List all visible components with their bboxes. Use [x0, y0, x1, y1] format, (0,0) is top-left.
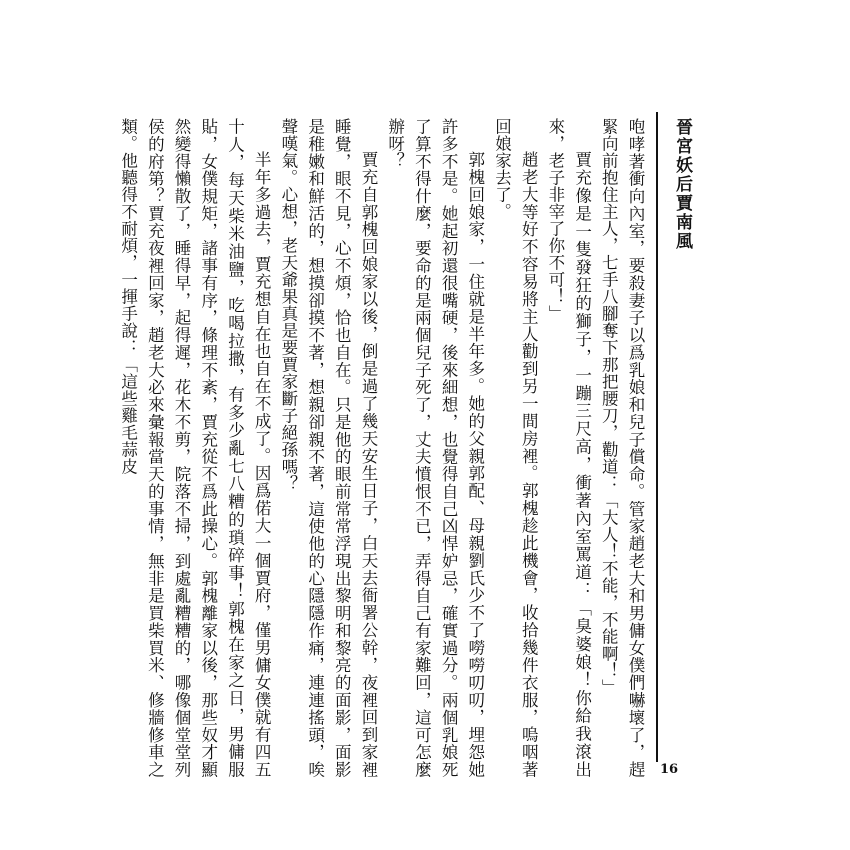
paragraph-4: 郭槐回娘家，一住就是半年多。她的父親郭配、母親劉氏少不了嘮嘮叨叨，埋怨她許多不是。她起初還很嘴硬，後來細想，也覺得自己凶悍妒忌，確實過分。兩個乳娘死了算不得什麼，要命的是兩個兒子死了，丈夫憤恨不已，弄得自己有家難回，這可怎麼辦呀？: [385, 118, 485, 778]
running-header-title: 晉宮妖后賈南風: [672, 118, 692, 251]
paragraph-5: 賈充自郭槐回娘家以後，倒是過了幾天安生日子，白天去衙署公幹，夜裡回到家裡睡覺，眼不見，心不煩，恰也自在。只是他的眼前常常浮現出黎明和黎亮的面影，面影是稚嫩和鮮活的，想摸卻摸不著，想親卻親不著，這使他的心隱隱作痛，連連搖頭，唉聲嘆氣。心想，老天爺果真是要賈家斷子絕孫嗎？: [278, 118, 378, 778]
page-number: 16: [660, 762, 679, 777]
paragraph-2: 賈充像是一隻發狂的獅子，一蹦三尺高，衝著內室罵道：「臭婆娘！你給我滾出來，老子非宰了你不可！」: [545, 118, 592, 778]
paragraph-6: 半年多過去，賈充想自在也自在不成了。因爲偌大一個賈府，僅男傭女僕就有四五十人，每天柴米油鹽，吃喝拉撒，有多少亂七八糟的瑣碎事！郭槐在家之日，男傭服貼，女僕規矩，諸事有序，條理不紊，賈充從不爲此操心。郭槐離家以後，那些奴才顯然變得懶散了，睡得早，起得遲，花木不剪，院落不掃，到處亂糟糟的，哪像個堂堂列侯的府第？賈充夜裡回家，趙老大必來彙報當天的事情，無非是買柴買米、修牆修車之類。他聽得不耐煩，一揮手說：「這些雞毛蒜皮: [118, 118, 272, 778]
header-divider: [656, 112, 658, 762]
paragraph-1: 咆哮著衝向內室，要殺妻子以爲乳娘和兒子償命。管家趙老大和男傭女僕們嚇壞了，趕緊向前抱住主人，七手八腳奪下那把腰刀，勸道：「大人！不能，不能啊！」: [599, 118, 645, 778]
body-text: [118, 118, 648, 778]
paragraph-3: 趙老大等好不容易將主人勸到另一間房裡。郭槐趁此機會，收拾幾件衣服，嗚咽著回娘家去了。: [492, 118, 539, 778]
